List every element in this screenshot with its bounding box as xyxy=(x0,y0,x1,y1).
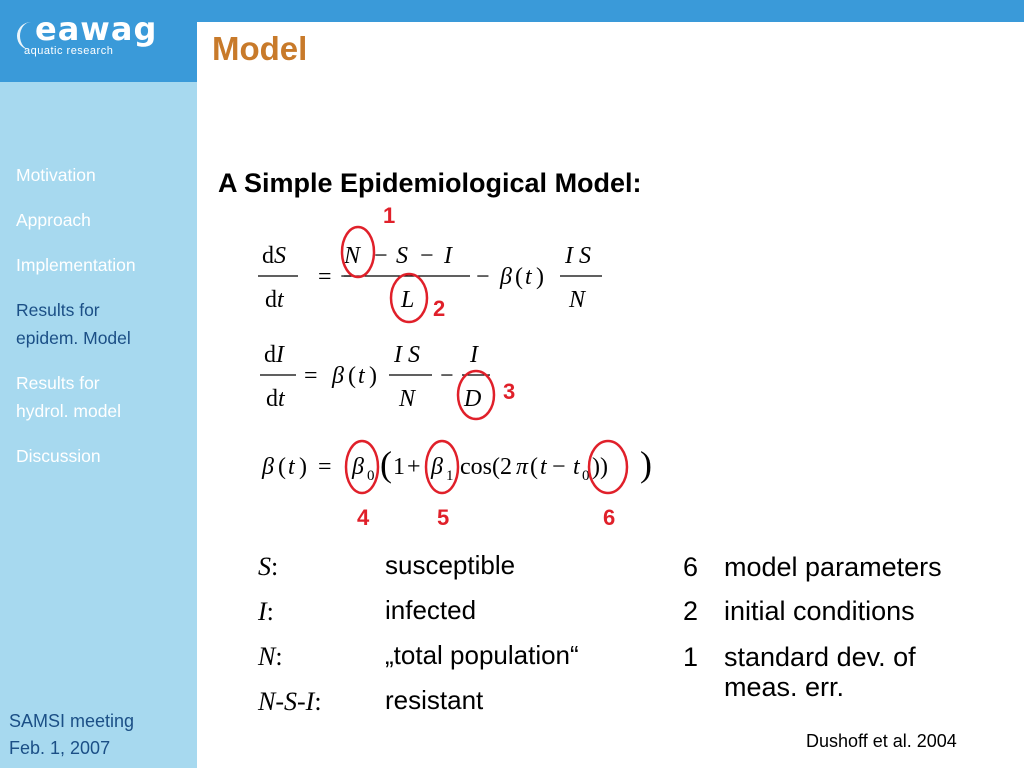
svg-text:(: ( xyxy=(530,454,538,480)
svg-text:=: = xyxy=(318,454,332,480)
definition-text-i: infected xyxy=(385,595,477,625)
definition-symbol-s: S: xyxy=(258,552,279,581)
svg-text:N: N xyxy=(344,243,361,269)
footer-line2: Feb. 1, 2007 xyxy=(9,738,111,758)
svg-text:dI: dI xyxy=(264,342,284,368)
svg-text:I: I xyxy=(444,243,452,269)
svg-text:): ) xyxy=(640,444,652,484)
svg-text:t: t xyxy=(358,363,365,389)
svg-text:0: 0 xyxy=(367,468,375,484)
svg-text:β: β xyxy=(431,454,443,480)
definition-symbol-nsi: N-S-I: xyxy=(258,687,322,716)
page-title: Model xyxy=(212,30,308,67)
svg-text:=: = xyxy=(318,264,332,290)
marker-2: 2 xyxy=(433,296,446,321)
marker-1: 1 xyxy=(383,203,396,228)
svg-text:π: π xyxy=(516,454,529,480)
svg-text:1: 1 xyxy=(446,468,454,484)
param-text-stddev-line1: standard dev. of xyxy=(724,642,916,672)
svg-text:0: 0 xyxy=(582,468,590,484)
svg-text:I S: I S xyxy=(565,243,591,269)
definition-symbol-n: N: xyxy=(258,642,283,671)
logo-name: eawag xyxy=(35,10,158,48)
svg-text:+: + xyxy=(407,454,421,480)
svg-text:t: t xyxy=(288,454,295,480)
svg-text:β: β xyxy=(352,454,364,480)
citation: Dushoff et al. 2004 xyxy=(806,731,957,751)
nav-discussion[interactable]: Discussion xyxy=(16,446,101,466)
subtitle: A Simple Epidemiological Model: xyxy=(218,168,642,198)
svg-text:−: − xyxy=(340,264,354,290)
svg-text:): ) xyxy=(536,264,544,290)
nav-results-hydrol-line2: hydrol. model xyxy=(16,401,122,421)
svg-text:S: S xyxy=(396,243,408,269)
definition-text-s: susceptible xyxy=(385,550,516,580)
definition-text-nsi: resistant xyxy=(385,685,484,715)
svg-text:(: ( xyxy=(380,444,392,484)
param-text-stddev-line2: meas. err. xyxy=(724,672,845,702)
nav-results-epidem-line1: Results for xyxy=(16,300,100,320)
marker-4: 4 xyxy=(357,505,370,530)
svg-text:t: t xyxy=(573,454,580,480)
svg-text:−: − xyxy=(440,363,454,389)
param-text-model: model parameters xyxy=(724,552,942,582)
svg-text:): ) xyxy=(369,363,377,389)
marker-5: 5 xyxy=(437,505,450,530)
svg-text:(: ( xyxy=(348,363,356,389)
param-text-initial: initial conditions xyxy=(724,596,915,626)
definition-symbol-i: I: xyxy=(258,597,274,626)
nav-motivation[interactable]: Motivation xyxy=(16,165,96,185)
svg-text:β: β xyxy=(332,363,344,389)
marker-6: 6 xyxy=(603,505,616,530)
nav-results-hydrol-line1: Results for xyxy=(16,373,100,393)
svg-text:N: N xyxy=(399,386,416,412)
svg-text:dS: dS xyxy=(262,243,286,269)
svg-text:β: β xyxy=(500,264,512,290)
svg-text:cos(2: cos(2 xyxy=(460,454,512,480)
svg-text:dt: dt xyxy=(265,287,284,313)
svg-text:−: − xyxy=(374,243,388,269)
svg-text:1: 1 xyxy=(393,454,405,480)
nav-results-epidem-line2: epidem. Model xyxy=(16,328,131,348)
svg-text:(: ( xyxy=(515,264,523,290)
marker-3: 3 xyxy=(503,379,516,404)
svg-text:β: β xyxy=(262,454,274,480)
svg-text:): ) xyxy=(299,454,307,480)
param-count-6: 6 xyxy=(683,552,699,582)
definition-text-n: „total population“ xyxy=(385,640,579,670)
nav-approach[interactable]: Approach xyxy=(16,210,91,230)
svg-text:dt: dt xyxy=(266,386,285,412)
nav-implementation[interactable]: Implementation xyxy=(16,255,136,275)
svg-text:)): )) xyxy=(592,454,608,480)
param-text-stddev xyxy=(724,642,916,702)
svg-text:I S: I S xyxy=(394,342,420,368)
param-count-1: 1 xyxy=(683,642,699,672)
footer-line1: SAMSI meeting xyxy=(9,711,135,731)
logo-tagline: aquatic research xyxy=(24,45,114,57)
svg-text:t: t xyxy=(525,264,532,290)
svg-text:N: N xyxy=(569,287,586,313)
svg-text:L: L xyxy=(401,287,415,313)
equation-dI-dt xyxy=(260,342,490,412)
svg-text:(: ( xyxy=(278,454,286,480)
svg-text:−: − xyxy=(420,243,434,269)
svg-text:D: D xyxy=(464,386,482,412)
svg-text:I: I xyxy=(470,342,478,368)
svg-text:−: − xyxy=(476,264,490,290)
svg-text:−: − xyxy=(552,454,566,480)
param-count-2: 2 xyxy=(683,596,699,626)
equation-dS-dt xyxy=(258,243,602,313)
svg-text:=: = xyxy=(304,363,318,389)
svg-text:t: t xyxy=(540,454,547,480)
